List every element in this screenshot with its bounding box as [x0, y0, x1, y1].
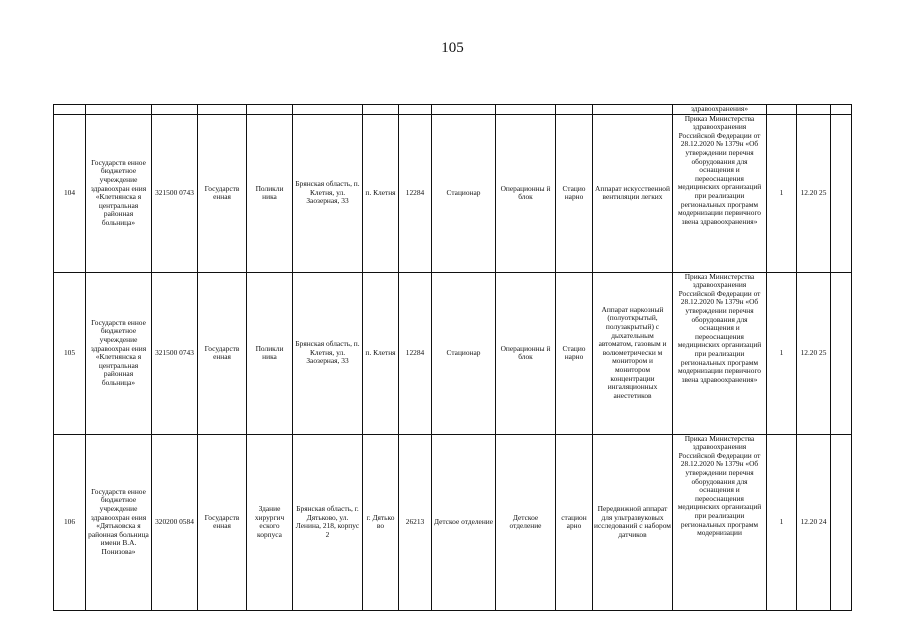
cell-empty	[496, 105, 556, 115]
cell-empty	[831, 105, 852, 115]
cell-type: Детское отделение	[432, 434, 496, 610]
cell-empty	[152, 105, 198, 115]
cell-organization: Государств енное бюджетное учреждение здравоохран ения «Клетнянска я центральная районная больница»	[86, 272, 152, 434]
cell-equipment: Аппарат наркозный (полуоткрытый, полузакрытый) с дыхательным автоматом, газовым и волюметрически м монитором и монитором концентрации ингаляционных анестетиков	[593, 272, 673, 434]
cell-date: 12.20 25	[797, 114, 831, 272]
cell-document: Приказ Министерства здравоохранения Российской Федерации от 28.12.2020 № 1379н «Об утверждении перечня оборудования для оснащения и переоснащения медицинских организаций при реализации региональных программ модернизации первичного звена здравоохранения»	[673, 114, 767, 272]
cell-locality: п. Клетня	[363, 272, 399, 434]
cell-ownership: Государств енная	[198, 114, 247, 272]
table-row	[54, 114, 852, 272]
cell-empty	[556, 105, 593, 115]
cell-date: 12.20 25	[797, 272, 831, 434]
cell-mode: Стацио нарно	[556, 272, 593, 434]
cell-empty	[831, 114, 852, 272]
cell-number: 105	[54, 272, 86, 434]
cell-empty	[767, 105, 797, 115]
cell-address: Брянская область, п. Клетня, ул. Заозерная, 33	[293, 272, 363, 434]
cell-unit: Поликли ника	[247, 272, 293, 434]
cell-locality: г. Дятько во	[363, 434, 399, 610]
cell-empty	[198, 105, 247, 115]
equipment-register-table	[53, 104, 852, 611]
cell-equipment: Передвижной аппарат для ультразвуковых исследований с набором датчиков	[593, 434, 673, 610]
cell-empty	[831, 434, 852, 610]
cell-empty	[831, 272, 852, 434]
cell-inn: 321500 0743	[152, 114, 198, 272]
cell-oktmo: 12284	[399, 114, 432, 272]
cell-type: Стационар	[432, 272, 496, 434]
cell-department: Операционны й блок	[496, 272, 556, 434]
cell-address: Брянская область, п. Клетня, ул. Заозерная, 33	[293, 114, 363, 272]
cell-empty	[54, 105, 86, 115]
cell-empty	[432, 105, 496, 115]
cell-document-tail: здравоохранения»	[673, 105, 767, 115]
table-row	[54, 272, 852, 434]
cell-type: Стационар	[432, 114, 496, 272]
cell-organization: Государств енное бюджетное учреждение здравоохран ения «Клетнянска я центральная районная больница»	[86, 114, 152, 272]
cell-inn: 320200 0584	[152, 434, 198, 610]
cell-quantity: 1	[767, 434, 797, 610]
cell-address: Брянская область, г. Дятьково, ул. Ленина, 218, корпус 2	[293, 434, 363, 610]
cell-organization: Государств енное бюджетное учреждение здравоохран ения «Дятьковска я районная больница имени В.А. Понизова»	[86, 434, 152, 610]
cell-quantity: 1	[767, 114, 797, 272]
page-number: 105	[441, 40, 464, 56]
cell-inn: 321500 0743	[152, 272, 198, 434]
cell-ownership: Государств енная	[198, 272, 247, 434]
cell-empty	[797, 105, 831, 115]
cell-unit: Здание хирургич еского корпуса	[247, 434, 293, 610]
cell-empty	[363, 105, 399, 115]
cell-empty	[593, 105, 673, 115]
cell-quantity: 1	[767, 272, 797, 434]
cell-ownership: Государств енная	[198, 434, 247, 610]
table-row	[54, 434, 852, 610]
cell-empty	[293, 105, 363, 115]
cell-oktmo: 26213	[399, 434, 432, 610]
cell-equipment: Аппарат искусственной вентиляции легких	[593, 114, 673, 272]
cell-oktmo: 12284	[399, 272, 432, 434]
cell-empty	[399, 105, 432, 115]
cell-document: Приказ Министерства здравоохранения Российской Федерации от 28.12.2020 № 1379н «Об утверждении перечня оборудования для оснащения и переоснащения медицинских организаций при реализации региональных программ модернизации первичного звена здравоохранения»	[673, 272, 767, 434]
cell-document: Приказ Министерства здравоохранения Российской Федерации от 28.12.2020 № 1379н «Об утверждении перечня оборудования для оснащения и переоснащения медицинских организаций при реализации региональных программ модернизации	[673, 434, 767, 610]
continuation-row	[54, 105, 852, 115]
cell-number: 106	[54, 434, 86, 610]
cell-mode: стацион арно	[556, 434, 593, 610]
cell-empty	[86, 105, 152, 115]
cell-department: Операционны й блок	[496, 114, 556, 272]
cell-date: 12.20 24	[797, 434, 831, 610]
cell-unit: Поликли ника	[247, 114, 293, 272]
cell-number: 104	[54, 114, 86, 272]
cell-mode: Стацио нарно	[556, 114, 593, 272]
cell-locality: п. Клетня	[363, 114, 399, 272]
cell-department: Детское отделение	[496, 434, 556, 610]
cell-empty	[247, 105, 293, 115]
